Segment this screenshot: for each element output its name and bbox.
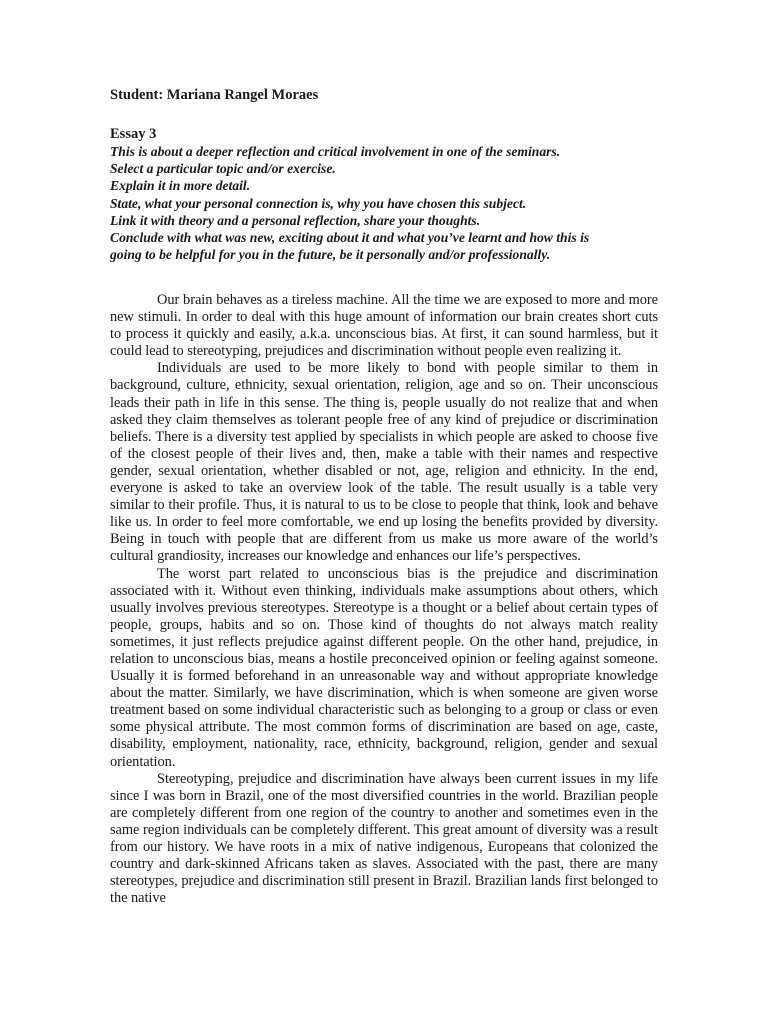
prompt-line: State, what your personal connection is, why you have chosen this subject.: [110, 195, 527, 211]
body-paragraph: Stereotyping, prejudice and discrimination have always been current issues in my life since I was born in Brazil, one of the most diversified countries in the world. Brazilian people are completely different from one region of the country to another and sometimes even in the same region individuals can be completely different. This great amount of diversity was a result from our history. We have roots in a mix of native indigenous, Europeans that colonized the country and dark-skinned Africans taken as slaves. Associated with the past, there are many stereotypes, prejudice and discrimination still present in Brazil. Brazilian lands first belonged to the native: [110, 770, 658, 907]
document-header: [110, 86, 660, 263]
prompt-line: This is about a deeper reflection and critical involvement in one of the seminars.: [110, 144, 561, 159]
body-paragraph: Individuals are used to be more likely to bond with people similar to them in background, culture, ethnicity, sexual orientation, religion, age and so on. Their unconscious leads their path in life in this sense. The thing is, people usually do not realize that and when asked they claim themselves as tolerant people free of any kind of prejudice or discrimination beliefs. There is a diversity test applied by specialists in which people are asked to choose five of the closest people of their lives and, then, make a table with their names and respective gender, sexual orientation, whether disabled or not, age, religion and ethnicity. In the end, everyone is asked to take an overview look of the table. The result usually is a table very similar to their profile. Thus, it is natural to us to be close to people that think, look and behave like us. In order to feel more comfortable, we end up losing the benefits provided by diversity. Being in touch with people that are different from us make us more aware of the world’s cultural grandiosity, increases our knowledge and enhances our life’s perspectives.: [110, 360, 658, 565]
essay-title: Essay 3: [110, 126, 157, 142]
body-paragraph: Our brain behaves as a tireless machine. All the time we are exposed to more and more new stimuli. In order to deal with this huge amount of information our brain creates short cuts to process it quickly and easily, a.k.a. unconscious bias. At first, it can sound harmless, but it could lead to stereotyping, prejudices and discrimination without people even realizing it.: [110, 292, 658, 360]
essay-body: [110, 292, 658, 907]
prompt-line: Conclude with what was new, exciting about it and what you’ve learnt and how this is: [110, 230, 590, 246]
student-name: Student: Mariana Rangel Moraes: [110, 87, 319, 103]
prompt-line: Explain it in more detail.: [110, 178, 251, 194]
prompt-line: Select a particular topic and/or exercise.: [110, 161, 336, 177]
body-paragraph: The worst part related to unconscious bias is the prejudice and discrimination associated with it. Without even thinking, individuals make assumptions about others, which usually involves previous stereotypes. Stereotype is a thought or a belief about certain types of people, groups, habits and so on. Those kind of thoughts do not always match reality sometimes, it just reflects prejudice against different people. On the other hand, prejudice, in relation to unconscious bias, means a hostile preconceived opinion or feeling against someone. Usually it is formed beforehand in an unreasonable way and without appropriate knowledge about the matter. Similarly, we have discrimination, which is when someone are given worse treatment based on some individual characteristic such as belonging to a group or class or even some physical attribute. The most common forms of discrimination are based on age, caste, disability, employment, nationality, race, ethnicity, background, religion, gender and sexual orientation.: [110, 565, 658, 770]
prompt-line: going to be helpful for you in the future, be it personally and/or professionally.: [110, 247, 551, 263]
essay-prompt: [110, 143, 660, 263]
prompt-line: Link it with theory and a personal reflection, share your thoughts.: [110, 212, 481, 228]
